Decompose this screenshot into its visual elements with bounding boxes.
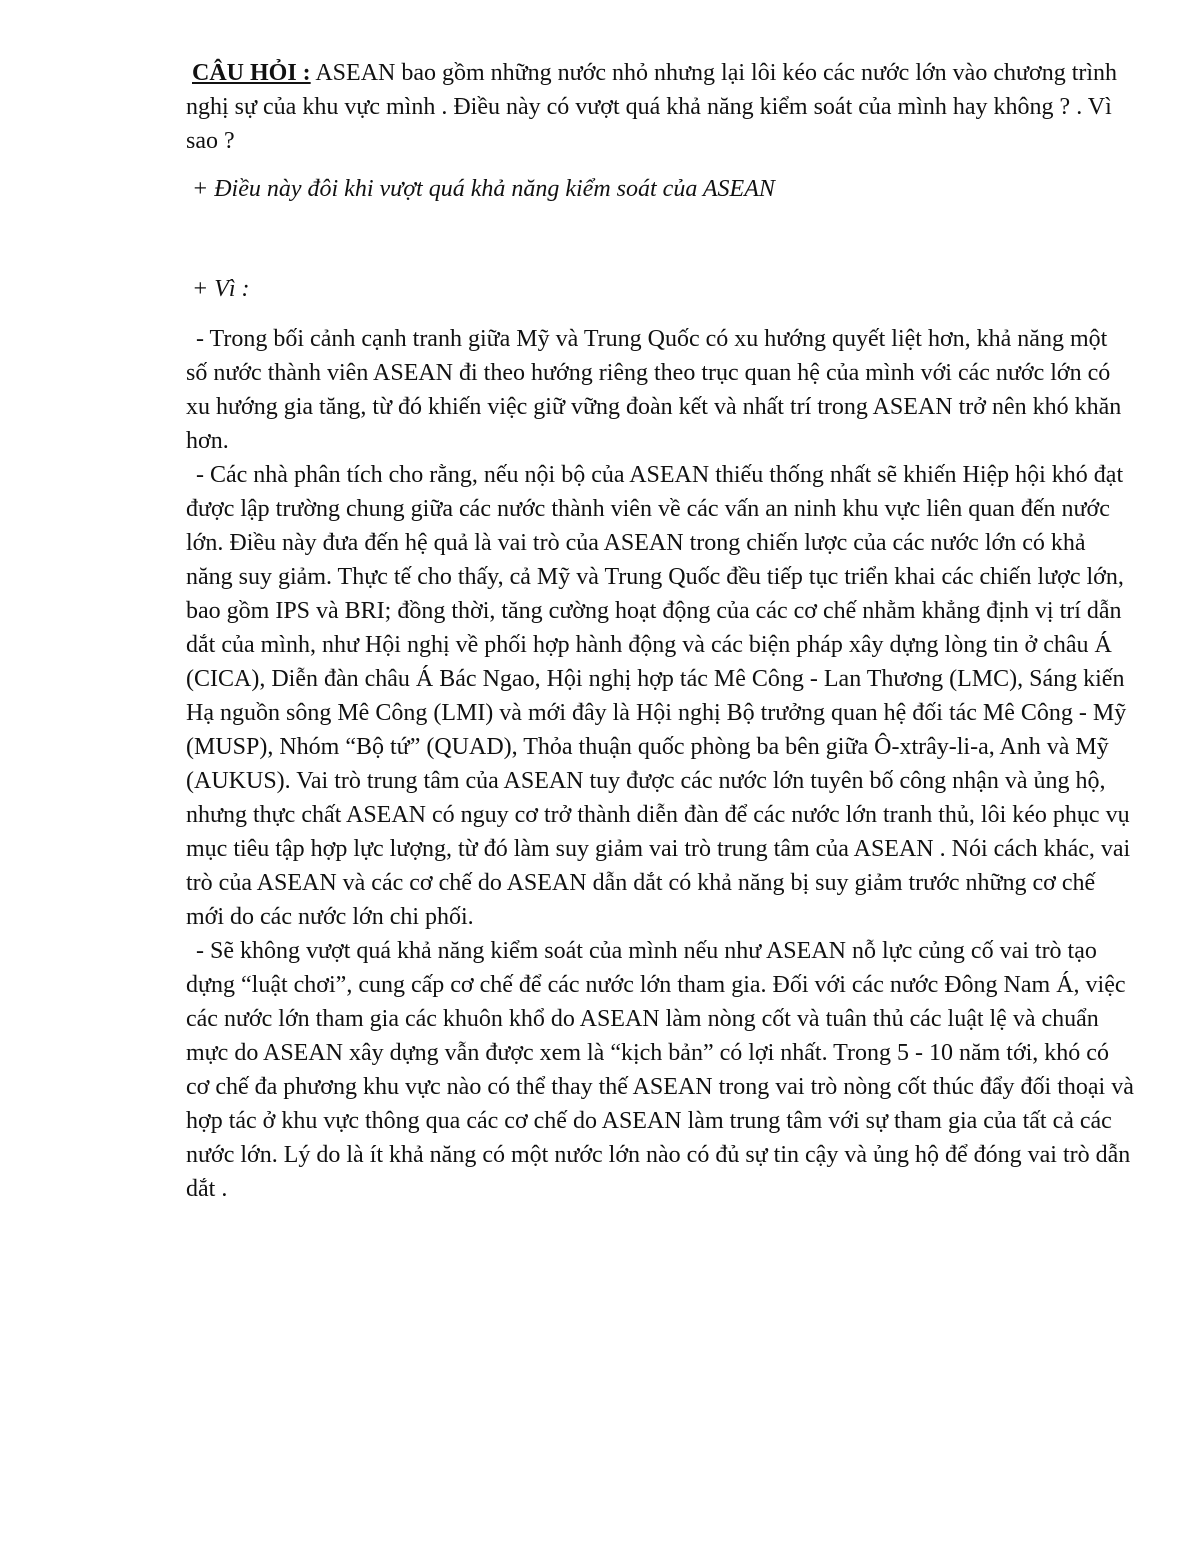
answer-summary: + Điều này đôi khi vượt quá khả năng kiểm soát của ASEAN (192, 176, 775, 202)
paragraph-text: - Các nhà phân tích cho rằng, nếu nội bộ của ASEAN thiếu thống nhất sẽ khiến Hiệp hội khó đạt được lập trường chung giữa các nước thành viên về các vấn an ninh khu vực liên quan đến nước lớn. Điều này đưa đến hệ quả là vai trò của ASEAN trong chiến lược của các nước lớn có khả năng suy giảm. Thực tế cho thấy, cả Mỹ và Trung Quốc đều tiếp tục triển khai các chiến lược lớn, bao gồm IPS và BRI; đồng thời, tăng cường hoạt động của các cơ chế nhằm khẳng định vị trí dẫn dắt của mình, như Hội nghị về phối hợp hành động và các biện pháp xây dựng lòng tin ở châu Á (CICA), Diễn đàn châu Á Bác Ngao, Hội nghị hợp tác Mê Công - Lan Thương (LMC), Sáng kiến Hạ nguồn sông Mê Công (LMI) và mới đây là Hội nghị Bộ trưởng quan hệ đối tác Mê Công - Mỹ (MUSP), Nhóm “Bộ tứ” (QUAD), Thỏa thuận quốc phòng ba bên giữa Ô-xtrây-li-a, Anh và Mỹ (AUKUS). Vai trò trung tâm của ASEAN tuy được các nước lớn tuyên bố công nhận và ủng hộ, nhưng thực chất ASEAN có nguy cơ trở thành diễn đàn để các nước lớn tranh thủ, lôi kéo phục vụ mục tiêu tập hợp lực lượng, từ đó làm suy giảm vai trò trung tâm của ASEAN . Nói cách khác, vai trò của ASEAN và các cơ chế do ASEAN dẫn dắt có khả năng bị suy giảm trước những cơ chế mới do các nước lớn chi phối. (186, 462, 1131, 930)
question-block (186, 56, 1136, 158)
paragraph (186, 934, 1134, 1206)
answer-reason-heading: + Vì : (192, 276, 250, 302)
answer-body (186, 322, 1134, 1206)
paragraph (186, 458, 1134, 934)
paragraph-text: - Sẽ không vượt quá khả năng kiểm soát của mình nếu như ASEAN nỗ lực củng cố vai trò tạo dựng “luật chơi”, cung cấp cơ chế để các nước lớn tham gia. Đối với các nước Đông Nam Á, việc các nước lớn tham gia các khuôn khổ do ASEAN làm nòng cốt và tuân thủ các luật lệ và chuẩn mực do ASEAN xây dựng vẫn được xem là “kịch bản” có lợi nhất. Trong 5 - 10 năm tới, khó có cơ chế đa phương khu vực nào có thể thay thế ASEAN trong vai trò nòng cốt thúc đẩy đối thoại và hợp tác ở khu vực thông qua các cơ chế do ASEAN làm trung tâm với sự tham gia của tất cả các nước lớn. Lý do là ít khả năng có một nước lớn nào có đủ sự tin cậy và ủng hộ để đóng vai trò dẫn dắt . (186, 938, 1134, 1202)
paragraph-text: - Trong bối cảnh cạnh tranh giữa Mỹ và Trung Quốc có xu hướng quyết liệt hơn, khả năng một số nước thành viên ASEAN đi theo hướng riêng theo trục quan hệ của mình với các nước lớn có xu hướng gia tăng, từ đó khiến việc giữ vững đoàn kết và nhất trí trong ASEAN trở nên khó khăn hơn. (186, 326, 1122, 454)
paragraph (186, 322, 1134, 458)
question-text: ASEAN bao gồm những nước nhỏ nhưng lại lôi kéo các nước lớn vào chương trình nghị sự của khu vực mình . Điều này có vượt quá khả năng kiểm soát của mình hay không ? . Vì sao ? (186, 60, 1118, 154)
question-label: CÂU HỎI : (192, 60, 311, 86)
